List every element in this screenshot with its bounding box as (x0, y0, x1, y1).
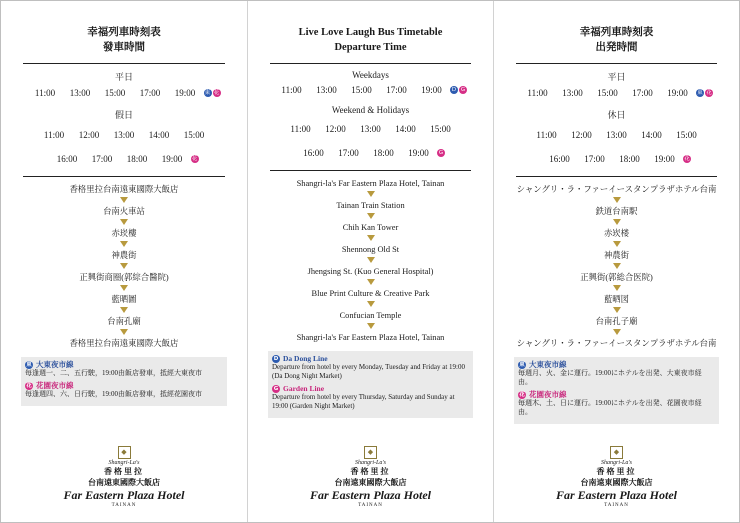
shangri-la-emblem-icon: ◆ (610, 446, 623, 459)
garden-line-icon: G (460, 87, 466, 93)
route-stop: シャングリ・ラ・ファーイースタンプラザホテル台南 (516, 339, 717, 348)
time-cell: 17:00 (632, 88, 653, 98)
holiday-times-row1 (248, 124, 493, 134)
route-stop: 香格里拉台南遠東國際大飯店 (69, 185, 179, 194)
holiday-label: 休日 (607, 110, 626, 120)
da-dong-line-icon: 東 (697, 90, 703, 96)
garden-line-icon: 花 (684, 156, 690, 162)
route-stop: Shennong Old St (341, 245, 400, 254)
time-cell: 16:00 (56, 154, 78, 164)
weekday-times (248, 85, 493, 95)
down-arrow-icon (613, 241, 621, 247)
route-stop: 赤崁楼 (603, 229, 630, 238)
line-name (272, 384, 469, 393)
time-cell: 12:00 (325, 124, 346, 134)
line-label: Garden Line (283, 384, 325, 393)
route-stop: 正興街(郭総合医院) (580, 273, 653, 282)
title-line: 幸福列車時刻表 (579, 27, 654, 38)
da-dong-line-icon: 東 (519, 361, 525, 368)
time-cell: 19:00 (421, 85, 442, 95)
shangri-la-emblem-icon: ◆ (364, 446, 377, 459)
title-line: 幸福列車時刻表 (87, 27, 161, 38)
route-stop: 正興街商圈(郭綜合醫院) (79, 273, 169, 282)
down-arrow-icon (367, 191, 375, 197)
time-cell: 15:00 (104, 88, 126, 98)
logo-english-name: Far Eastern Plaza Hotel (63, 488, 185, 502)
down-arrow-icon (367, 213, 375, 219)
time-cell: 11:00 (536, 130, 557, 140)
column-english (247, 1, 493, 522)
divider (516, 63, 717, 64)
line-description: 毎週木、土、日に運行。19:00にホテルを出発、花園夜市経由。 (518, 399, 702, 416)
time-cell: 11:00 (527, 88, 548, 98)
title-line: Live Love Laugh Bus Timetable (298, 27, 443, 38)
line-name (25, 360, 223, 369)
down-arrow-icon (120, 329, 128, 335)
logo-chinese-hotel: 台南遠東國際大飯店 (334, 478, 407, 487)
route-stop: 台南孔子廟 (595, 317, 638, 326)
down-arrow-icon (120, 285, 128, 291)
hotel-logo (248, 446, 493, 508)
da-dong-line-icon: D (273, 355, 279, 362)
time-cell: 18:00 (126, 154, 148, 164)
night-market-lines (21, 357, 227, 406)
shangri-la-emblem-icon: ◆ (118, 446, 131, 459)
time-cell: 16:00 (303, 148, 324, 158)
hotel-logo (494, 446, 739, 508)
time-cell: 13:00 (562, 88, 583, 98)
time-cell: 17:00 (139, 88, 161, 98)
logo-chinese-hotel: 台南遠東國際大飯店 (580, 478, 653, 487)
time-cell: 13:00 (113, 130, 135, 140)
line-name (272, 354, 469, 363)
night-market-lines (514, 357, 719, 424)
time-cell: 16:00 (549, 154, 570, 164)
hotel-logo (1, 446, 247, 508)
down-arrow-icon (367, 279, 375, 285)
route-stop: 台南孔廟 (107, 317, 141, 326)
line-description: Departure from hotel by every Monday, Tuesday and Friday at 19:00 (Da Dong Night Market) (272, 363, 465, 380)
down-arrow-icon (613, 263, 621, 269)
route-list (248, 178, 493, 343)
da-dong-line-icon: D (451, 87, 457, 93)
title-line: 發車時間 (103, 42, 145, 53)
line-name (25, 381, 223, 390)
down-arrow-icon (367, 235, 375, 241)
logo-chinese-name: 香格里拉 (596, 467, 637, 476)
time-cell: 11:00 (34, 88, 56, 98)
garden-line-icon: 花 (26, 382, 32, 389)
logo-english-name: Far Eastern Plaza Hotel (309, 488, 431, 502)
time-cell: 14:00 (641, 130, 662, 140)
time-cell: 18:00 (373, 148, 394, 158)
down-arrow-icon (613, 219, 621, 225)
route-stop: 神農街 (111, 251, 137, 260)
night-market-lines (268, 351, 473, 418)
holiday-times-row2 (1, 154, 247, 164)
down-arrow-icon (120, 197, 128, 203)
garden-line-icon: 花 (213, 90, 220, 96)
time-cell: 17:00 (386, 85, 407, 95)
time-cell: 19:00 (161, 154, 183, 164)
line-badges (450, 86, 467, 94)
garden-line-icon: 花 (519, 391, 525, 398)
route-stop: 藍晒図 (603, 295, 630, 304)
route-stop: Blue Print Culture & Creative Park (311, 289, 430, 298)
column-japanese (493, 1, 739, 522)
line-label: 花園夜市線 (36, 381, 74, 390)
divider (516, 176, 717, 177)
time-cell: 11:00 (43, 130, 65, 140)
weekdays-label: 平日 (607, 72, 626, 82)
down-arrow-icon (367, 257, 375, 263)
down-arrow-icon (613, 197, 621, 203)
line-badges (696, 89, 713, 97)
logo-city: TAINAN (358, 503, 383, 508)
holiday-times-row2 (494, 154, 739, 164)
time-cell: 11:00 (290, 124, 311, 134)
title-line: Departure Time (334, 42, 407, 53)
garden-line-icon: G (438, 150, 444, 156)
time-cell: 18:00 (619, 154, 640, 164)
line-description: 每逢週一、二、五行駛，19:00由飯店發車，抵經大東夜市 (25, 369, 202, 377)
line-description: 每逢週四、六、日行駛，19:00由飯店發車，抵經花園夜市 (25, 390, 202, 398)
time-cell: 15:00 (351, 85, 372, 95)
time-cell: 19:00 (174, 88, 196, 98)
time-cell: 15:00 (430, 124, 451, 134)
time-cell: 17:00 (338, 148, 359, 158)
route-stop: シャングリ・ラ・ファーイースタンプラザホテル台南 (516, 185, 717, 194)
route-stop: Shangri-la's Far Eastern Plaza Hotel, Tainan (296, 333, 445, 342)
line-label: 大東夜市線 (529, 360, 567, 369)
logo-english-name: Far Eastern Plaza Hotel (555, 488, 677, 502)
weekday-times (494, 88, 739, 98)
logo-brand: Shangri-La's (355, 460, 386, 466)
down-arrow-icon (120, 219, 128, 225)
line-badges (191, 155, 199, 163)
time-cell: 19:00 (408, 148, 429, 158)
column-chinese (1, 1, 247, 522)
line-name (518, 360, 715, 369)
time-cell: 14:00 (395, 124, 416, 134)
line-badges (204, 89, 221, 97)
route-stop: Shangri-la's Far Eastern Plaza Hotel, Tainan (296, 179, 445, 188)
logo-city: TAINAN (111, 503, 137, 508)
down-arrow-icon (613, 285, 621, 291)
da-dong-line-icon: 東 (204, 90, 211, 96)
time-cell: 19:00 (654, 154, 675, 164)
timetable-title (494, 25, 739, 55)
route-stop: Tainan Train Station (336, 201, 405, 210)
down-arrow-icon (367, 323, 375, 329)
logo-chinese-name: 香格里拉 (104, 467, 144, 476)
line-badges (683, 155, 691, 163)
down-arrow-icon (613, 329, 621, 335)
time-cell: 17:00 (91, 154, 113, 164)
holiday-label: 假日 (114, 110, 133, 120)
divider (270, 170, 471, 171)
holiday-label: Weekend & Holidays (331, 105, 410, 115)
route-list (494, 184, 739, 349)
route-stop: Jhengsing St. (Kuo General Hospital) (307, 267, 434, 276)
divider (23, 176, 225, 177)
route-stop: 神農街 (603, 251, 630, 260)
time-cell: 13:00 (360, 124, 381, 134)
time-cell: 14:00 (148, 130, 170, 140)
timetable-title (248, 25, 493, 55)
line-label: 花園夜市線 (529, 390, 567, 399)
garden-line-icon: G (273, 385, 279, 392)
time-cell: 15:00 (676, 130, 697, 140)
weekdays-label: Weekdays (352, 70, 389, 80)
down-arrow-icon (613, 307, 621, 313)
down-arrow-icon (120, 307, 128, 313)
time-cell: 13:00 (69, 88, 91, 98)
route-stop: 赤崁樓 (111, 229, 137, 238)
divider (23, 63, 225, 64)
logo-brand: Shangri-La's (601, 460, 632, 466)
line-description: 毎週月、火、金に運行。19:00にホテルを出発、大東夜市経由。 (518, 369, 702, 386)
logo-city: TAINAN (604, 503, 629, 508)
line-badges (437, 149, 445, 157)
time-cell: 15:00 (597, 88, 618, 98)
logo-chinese-hotel: 台南遠東國際大飯店 (88, 478, 160, 487)
time-cell: 13:00 (316, 85, 337, 95)
route-list (1, 184, 247, 349)
logo-chinese-name: 香格里拉 (350, 467, 391, 476)
route-stop: Confucian Temple (339, 311, 402, 320)
weekday-times (1, 88, 247, 98)
down-arrow-icon (367, 301, 375, 307)
time-cell: 12:00 (571, 130, 592, 140)
da-dong-line-icon: 東 (26, 361, 32, 368)
weekdays-label: 平日 (114, 72, 133, 82)
timetable-title (1, 25, 247, 55)
title-line: 出発時間 (595, 42, 638, 53)
line-name (518, 390, 715, 399)
route-stop: Chih Kan Tower (342, 223, 399, 232)
time-cell: 11:00 (281, 85, 302, 95)
garden-line-icon: 花 (706, 90, 712, 96)
time-cell: 19:00 (667, 88, 688, 98)
holiday-times-row1 (1, 130, 247, 140)
route-stop: 台南火車站 (103, 207, 145, 216)
down-arrow-icon (120, 263, 128, 269)
line-description: Departure from hotel by every Thursday, Saturday and Sunday at 19:00 (Garden Night Market) (272, 393, 455, 410)
route-stop: 藍晒圖 (111, 295, 137, 304)
line-label: 大東夜市線 (36, 360, 74, 369)
down-arrow-icon (120, 241, 128, 247)
holiday-times-row2 (248, 148, 493, 158)
route-stop: 香格里拉台南遠東國際大飯店 (69, 339, 179, 348)
holiday-times-row1 (494, 130, 739, 140)
divider (270, 63, 471, 64)
time-cell: 13:00 (606, 130, 627, 140)
time-cell: 17:00 (584, 154, 605, 164)
garden-line-icon: 花 (191, 156, 198, 162)
time-cell: 12:00 (78, 130, 100, 140)
route-stop: 鉄道台南駅 (595, 207, 638, 216)
logo-brand: Shangri-La's (108, 460, 140, 466)
line-label: Da Dong Line (283, 354, 328, 363)
time-cell: 15:00 (183, 130, 205, 140)
